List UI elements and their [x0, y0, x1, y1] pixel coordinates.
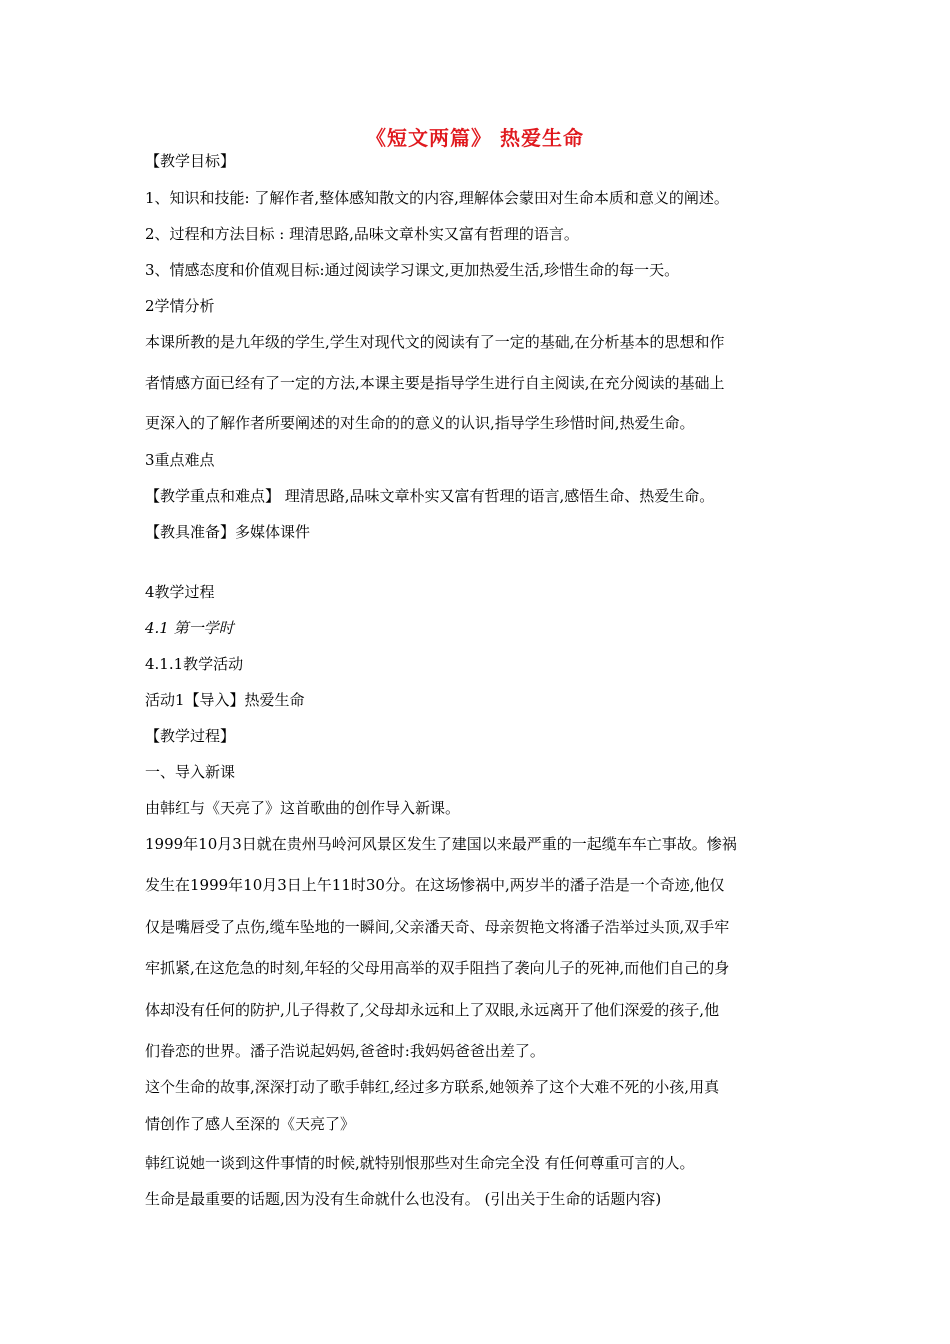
body-line: 发生在1999年10月3日上午11时30分。在这场惨祸中,两岁半的潘子浩是一个奇迹,他仅 [145, 876, 725, 894]
activity-heading: 活动1【导入】热爱生命 [145, 691, 305, 709]
body-line: 【教具准备】多媒体课件 [145, 523, 311, 541]
section-heading-analysis: 2学情分析 [145, 297, 215, 315]
body-line: 一、导入新课 [145, 763, 236, 781]
body-line: 体却没有任何的防护,儿子得救了,父母却永远和上了双眼,永远离开了他们深爱的孩子,他 [145, 1001, 720, 1019]
body-line: 情创作了感人至深的《天亮了》 [145, 1115, 356, 1133]
objective-line: 3、情感态度和价值观目标:通过阅读学习课文,更加热爱生活,珍惜生命的每一天。 [145, 261, 680, 279]
body-line: 生命是最重要的话题,因为没有生命就什么也没有。 (引出关于生命的话题内容) [145, 1190, 662, 1208]
body-line: 由韩红与《天亮了》这首歌曲的创作导入新课。 [145, 799, 461, 817]
section-heading-objectives: 【教学目标】 [145, 152, 236, 170]
body-line: 【教学过程】 [145, 727, 236, 745]
subsection-heading: 4.1 第一学时 [145, 619, 234, 637]
body-line: 这个生命的故事,深深打动了歌手韩红,经过多方联系,她领养了这个大难不死的小孩,用真 [145, 1078, 720, 1096]
body-line: 更深入的了解作者所要阐述的对生命的的意义的认识,指导学生珍惜时间,热爱生命。 [145, 414, 695, 432]
body-line: 韩红说她一谈到这件事情的时候,就特别恨那些对生命完全没 有任何尊重可言的人。 [145, 1154, 695, 1172]
document-title: 《短文两篇》 热爱生命 [366, 126, 584, 150]
section-heading-key-points: 3重点难点 [145, 451, 215, 469]
section-heading-process: 4教学过程 [145, 583, 215, 601]
subsection-heading: 4.1.1教学活动 [145, 655, 244, 673]
objective-line: 1、知识和技能: 了解作者,整体感知散文的内容,理解体会蒙田对生命本质和意义的阐述。 [145, 189, 729, 207]
body-line: 1999年10月3日就在贵州马岭河风景区发生了建国以来最严重的一起缆车车亡事故。惨祸 [145, 835, 737, 853]
body-line: 牢抓紧,在这危急的时刻,年轻的父母用高举的双手阻挡了袭向儿子的死神,而他们自己的身 [145, 959, 730, 977]
body-line: 者情感方面已经有了一定的方法,本课主要是指导学生进行自主阅读,在充分阅读的基础上 [145, 374, 725, 392]
body-line: 们眷恋的世界。潘子浩说起妈妈,爸爸时:我妈妈爸爸出差了。 [145, 1042, 545, 1060]
body-line: 【教学重点和难点】 理清思路,品味文章朴实又富有哲理的语言,感悟生命、热爱生命。 [145, 487, 715, 505]
body-line: 仅是嘴唇受了点伤,缆车坠地的一瞬间,父亲潘天奇、母亲贺艳文将潘子浩举过头顶,双手牢 [145, 918, 730, 936]
objective-line: 2、过程和方法目标 : 理清思路,品味文章朴实又富有哲理的语言。 [145, 225, 579, 243]
body-line: 本课所教的是九年级的学生,学生对现代文的阅读有了一定的基础,在分析基本的思想和作 [145, 333, 725, 351]
